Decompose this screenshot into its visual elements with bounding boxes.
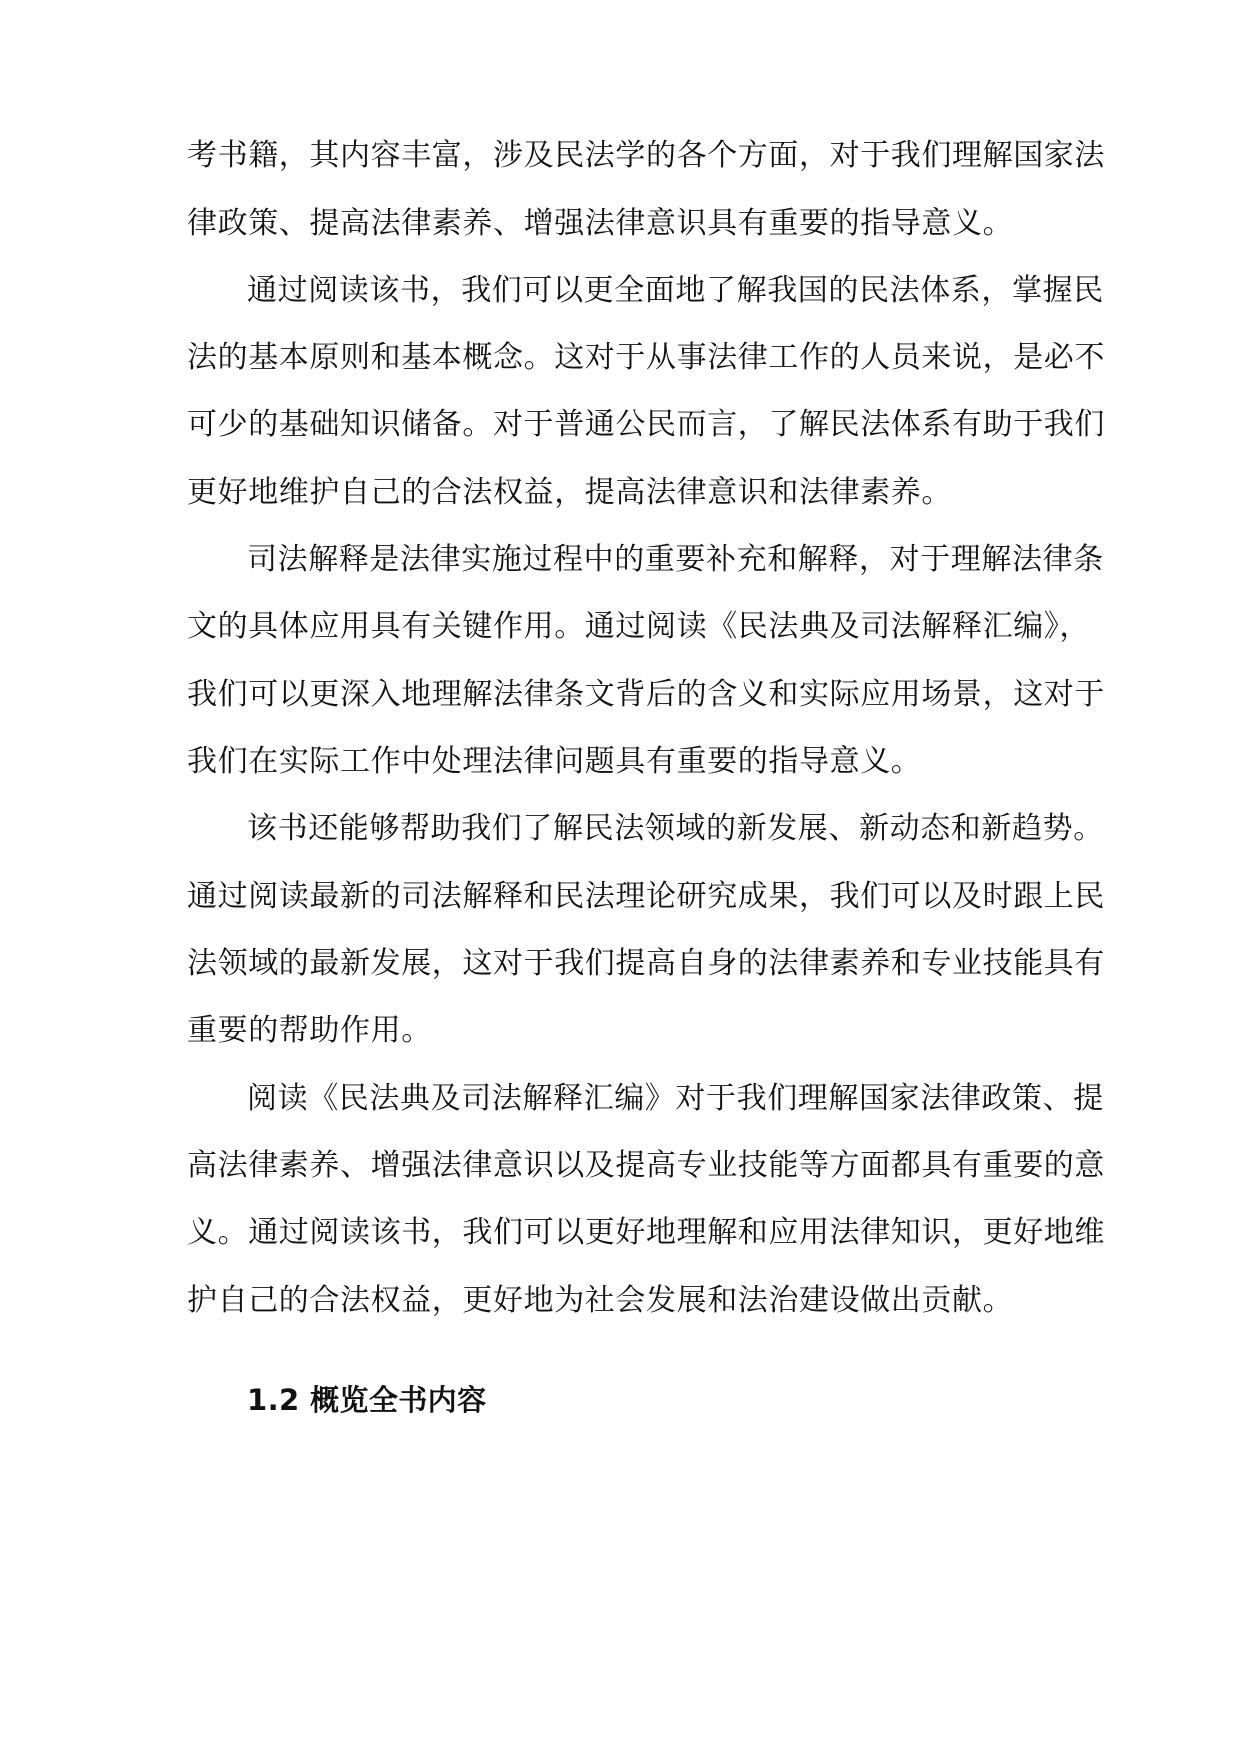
paragraph-line: 重要的帮助作用。	[187, 1013, 432, 1048]
paragraph-line: 通过阅读最新的司法解释和民法理论研究成果，我们可以及时跟上民	[187, 879, 1105, 914]
section-heading: 1.2 概览全书内容	[247, 1383, 487, 1417]
paragraph-line: 文的具体应用具有关键作用。通过阅读《民法典及司法解释汇编》，	[187, 609, 1090, 644]
paragraph-line: 法领域的最新发展，这对于我们提高自身的法律素养和专业技能具有	[187, 946, 1105, 981]
paragraph-line: 考书籍，其内容丰富，涉及民法学的各个方面，对于我们理解国家法	[187, 138, 1105, 173]
paragraph-line: 司法解释是法律实施过程中的重要补充和解释，对于理解法律条	[247, 542, 1104, 577]
paragraph-line: 律政策、提高法律素养、增强法律意识具有重要的指导意义。	[187, 206, 1014, 241]
paragraph-line: 我们在实际工作中处理法律问题具有重要的指导意义。	[187, 744, 922, 779]
paragraph-line: 更好地维护自己的合法权益，提高法律意识和法律素养。	[187, 475, 952, 510]
paragraph-line: 阅读《民法典及司法解释汇编》对于我们理解国家法律政策、提	[247, 1081, 1104, 1116]
paragraph-line: 高法律素养、增强法律意识以及提高专业技能等方面都具有重要的意	[187, 1148, 1105, 1183]
paragraph-line: 我们可以更深入地理解法律条文背后的含义和实际应用场景，这对于	[187, 677, 1105, 712]
paragraph-line: 可少的基础知识储备。对于普通公民而言，了解民法体系有助于我们	[187, 407, 1105, 442]
paragraph-line: 法的基本原则和基本概念。这对于从事法律工作的人员来说，是必不	[187, 340, 1105, 375]
paragraph-line: 通过阅读该书，我们可以更全面地了解我国的民法体系，掌握民	[247, 273, 1104, 308]
paragraph-line: 护自己的合法权益，更好地为社会发展和法治建设做出贡献。	[187, 1283, 1014, 1318]
paragraph-line: 义。通过阅读该书，我们可以更好地理解和应用法律知识，更好地维	[187, 1215, 1105, 1250]
paragraph-line: 该书还能够帮助我们了解民法领域的新发展、新动态和新趋势。	[247, 811, 1104, 846]
